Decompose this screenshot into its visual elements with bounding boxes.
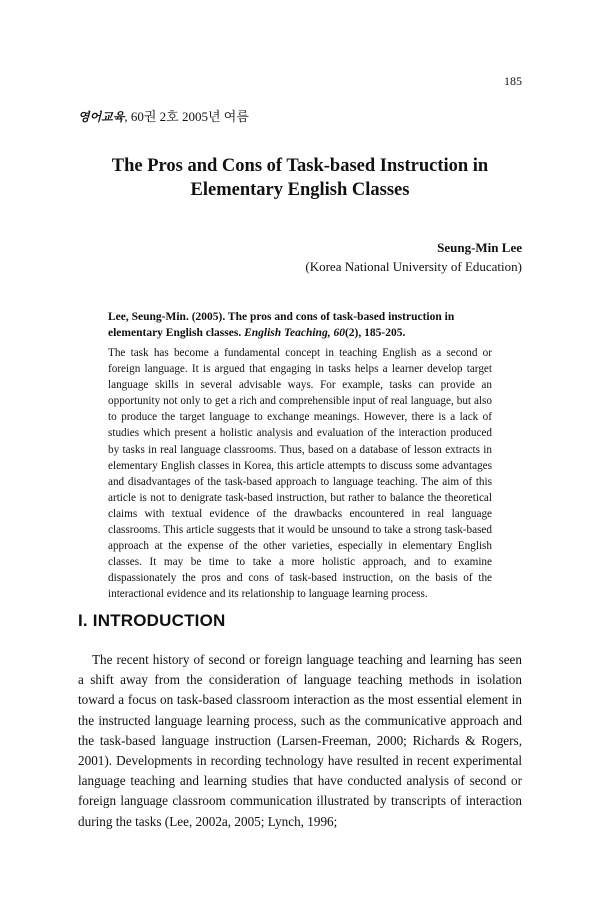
page-number: 185 (504, 74, 522, 88)
author-affiliation: (Korea National University of Education) (305, 259, 522, 274)
intro-paragraph: The recent history of second or foreign language teaching and learning has seen a shift away from the consideration of language teaching methods in isolation toward a focus on task-based classroom interaction as the most essential element in the instructed language learning process, such as the communicative approach and the task-based language instruction (Larsen-Freeman, 2000; Richards & Rogers, 2001). Developments in recording technology have resulted in recent experimental language teaching and learning studies that have conducted analysis of second or foreign language classroom communication illustrated by transcripts of interaction during the tasks (Lee, 2002a, 2005; Lynch, 1996; (78, 652, 522, 829)
author-name: Seung-Min Lee (437, 240, 522, 255)
abstract: The task has become a fundamental concept in teaching English as a second or foreign language. It is argued that engaging in tasks helps a learner develop target language skills in several advisable ways. For example, tasks can provide an opportunity not only to get a rich and comprehensible input of real language, but also to produce the target language to exchange meanings. However, there is a lack of studies which present a holistic analysis and evaluation of the interaction produced by tasks in real language classrooms. Thus, based on a database of lesson extracts in elementary English classes in Korea, this article attempts to discuss some advantages and disadvantages of the task-based approach to language teaching. The aim of this article is not to denigrate task-based instruction, but rather to balance the theoretical claims with textual evidence of the drawbacks encountered in real language classrooms. This article suggests that it would be unsound to take a strong task-based approach at the expense of the other varieties, especially in elementary English classes. It may be time to take a more holistic approach, and to examine dispassionately the pros and cons of task-based instruction, on the basis of the interactional evidence and its relationship to language learning process. (108, 347, 492, 601)
citation (108, 309, 492, 341)
citation-text: Lee, Seung-Min. (2005). The pros and cons of task-based instruction in elementary English classes. (108, 311, 455, 339)
citation-journal-title: English Teaching, 60 (244, 327, 345, 339)
paper-title-line-1: The Pros and Cons of Task-based Instruction in (111, 156, 489, 176)
journal-issue: , 60권 2호 2005년 여름 (124, 109, 249, 124)
journal-name: 영어교육 (78, 110, 125, 124)
paper-title-line-2: Elementary English Classes (190, 180, 410, 200)
citation-pages: (2), 185-205. (344, 327, 406, 339)
author-block (305, 238, 522, 276)
section-heading-introduction: I. INTRODUCTION (78, 611, 226, 630)
journal-header (78, 106, 249, 125)
paper-title (60, 154, 540, 202)
